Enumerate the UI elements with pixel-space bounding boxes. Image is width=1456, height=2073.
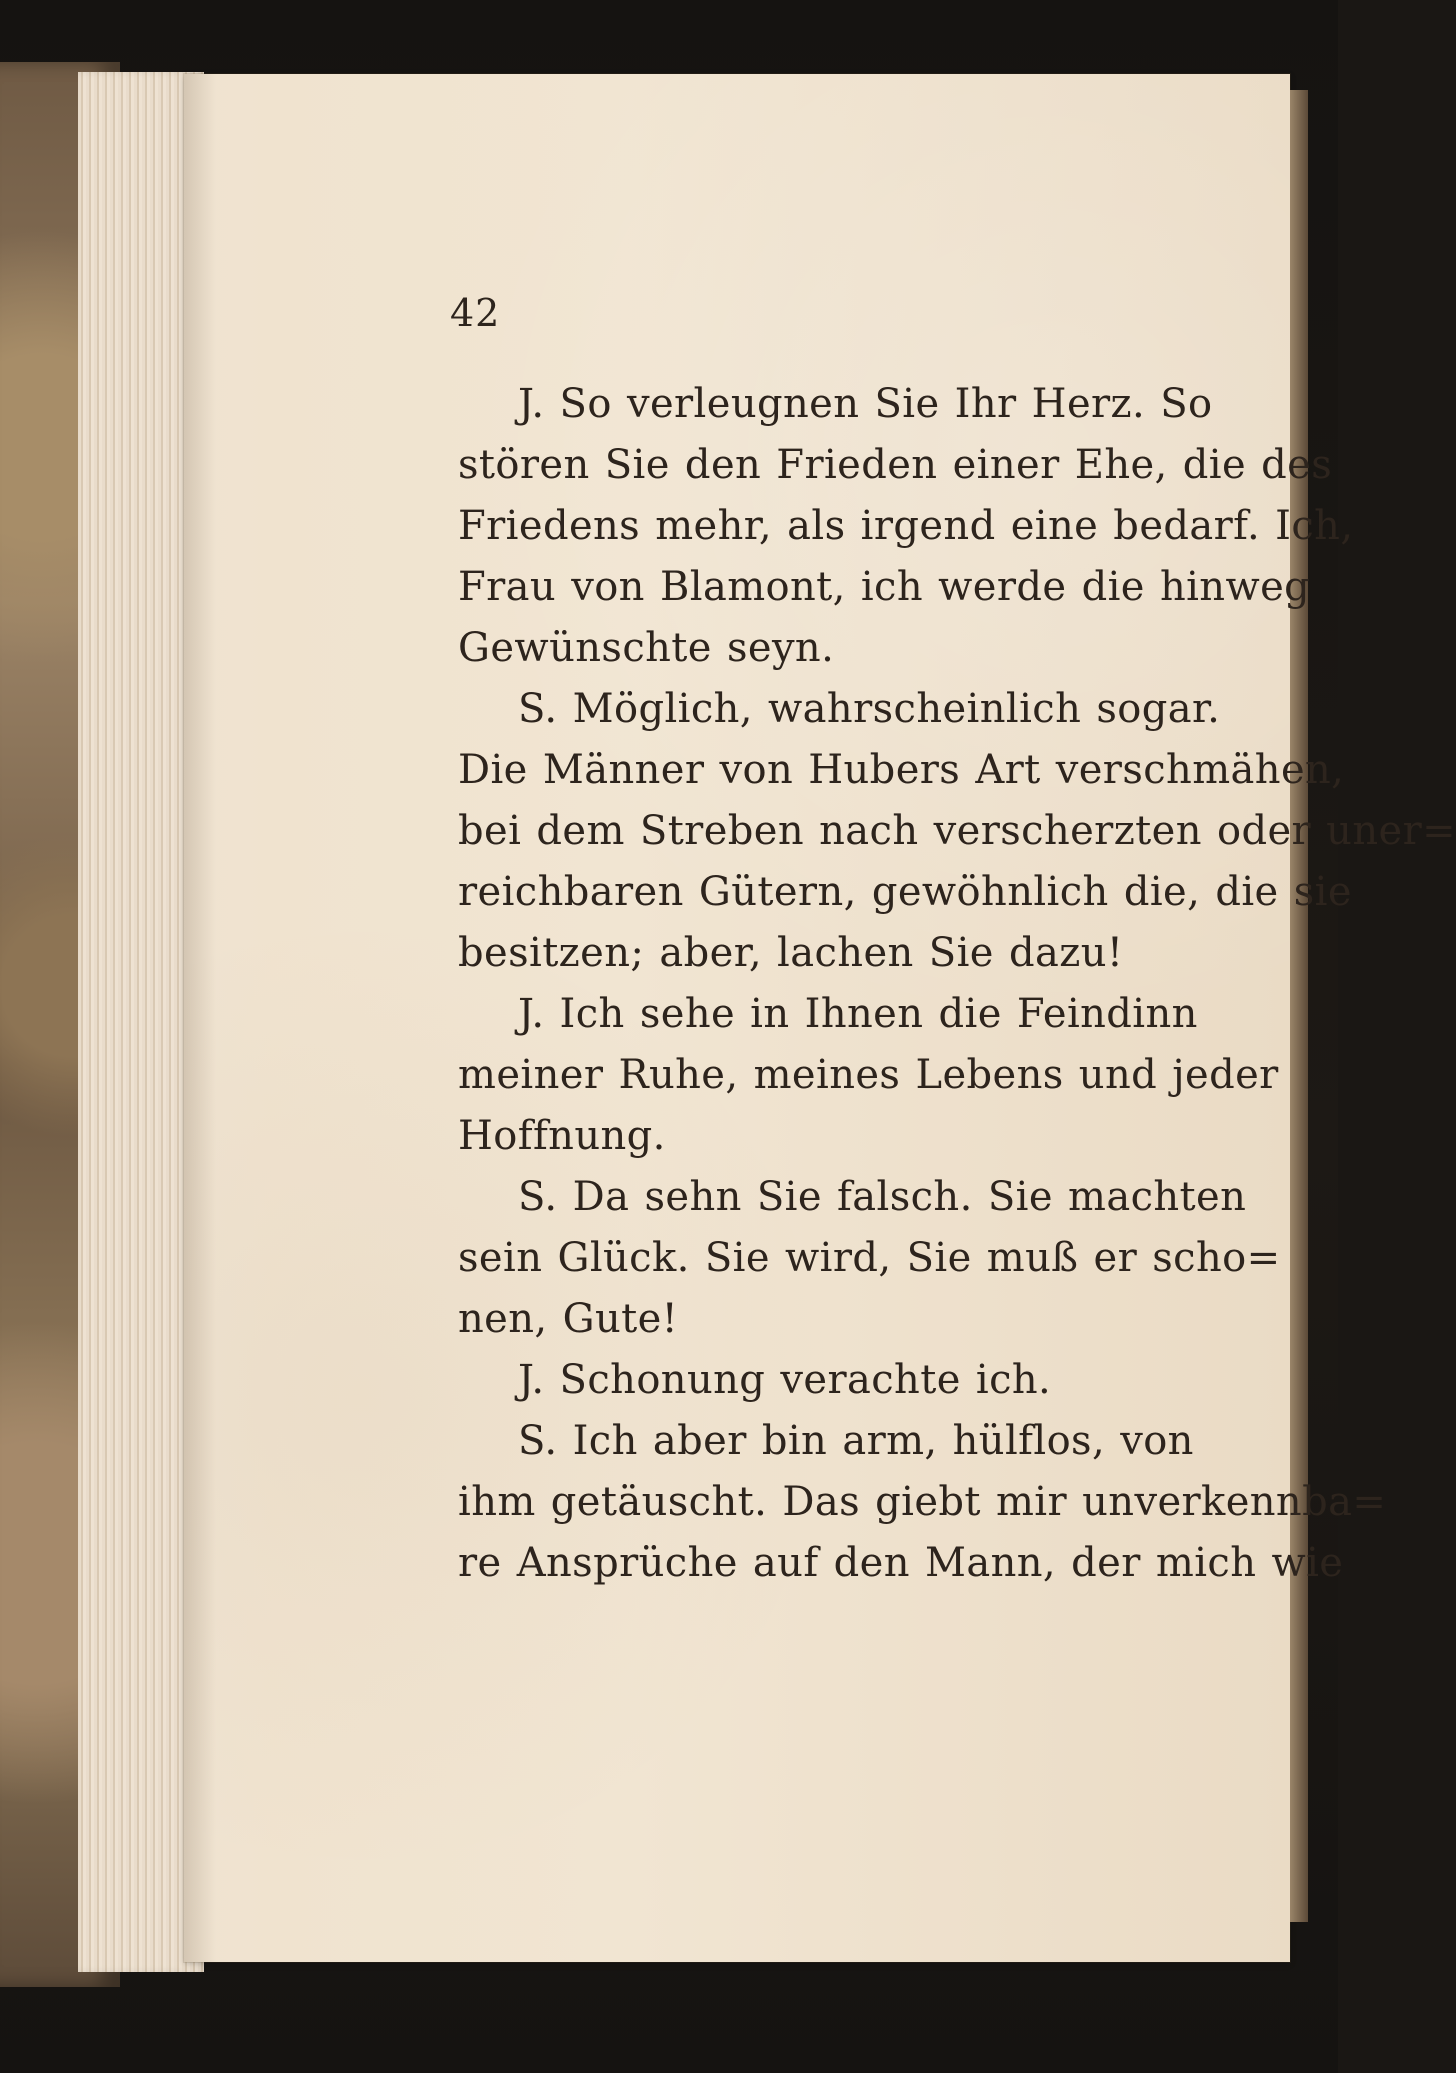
text-line-14: S. Da sehn Sie falsch. Sie machten <box>518 1174 1247 1220</box>
text-line-15: sein Glück. Sie wird, Sie muß er scho= <box>458 1235 1281 1281</box>
text-line-12: meiner Ruhe, meines Lebens und jeder <box>458 1052 1279 1098</box>
text-line-9: reichbaren Gütern, gewöhnlich die, die sie <box>458 869 1352 915</box>
text-line-2: stören Sie den Frieden einer Ehe, die des <box>458 442 1333 488</box>
text-line-20: re Ansprüche auf den Mann, der mich wie <box>458 1540 1344 1586</box>
text-line-17: J. Schonung verachte ich. <box>518 1357 1052 1403</box>
text-line-13: Hoffnung. <box>458 1113 666 1159</box>
page-number: 42 <box>450 291 501 335</box>
text-line-1: J. So verleugnen Sie Ihr Herz. So <box>518 381 1213 427</box>
text-line-11: J. Ich sehe in Ihnen die Feindinn <box>518 991 1198 1037</box>
text-line-3: Friedens mehr, als irgend eine bedarf. Ich, <box>458 503 1354 549</box>
gutter-shadow <box>184 74 216 1962</box>
text-line-6: S. Möglich, wahrscheinlich sogar. <box>518 686 1221 732</box>
text-line-16: nen, Gute! <box>458 1296 679 1342</box>
text-line-18: S. Ich aber bin arm, hülflos, von <box>518 1418 1194 1464</box>
text-line-10: besitzen; aber, lachen Sie dazu! <box>458 930 1124 976</box>
text-line-8: bei dem Streben nach verscherzten oder uner= <box>458 808 1456 854</box>
book-page <box>184 74 1456 1962</box>
text-line-4: Frau von Blamont, ich werde die hinweg <box>458 564 1311 610</box>
dialogue-text <box>458 374 1456 1594</box>
text-line-19: ihm getäuscht. Das giebt mir unverkennba= <box>458 1479 1387 1525</box>
text-line-5: Gewünschte seyn. <box>458 625 835 671</box>
text-line-7: Die Männer von Hubers Art verschmähen, <box>458 747 1345 793</box>
